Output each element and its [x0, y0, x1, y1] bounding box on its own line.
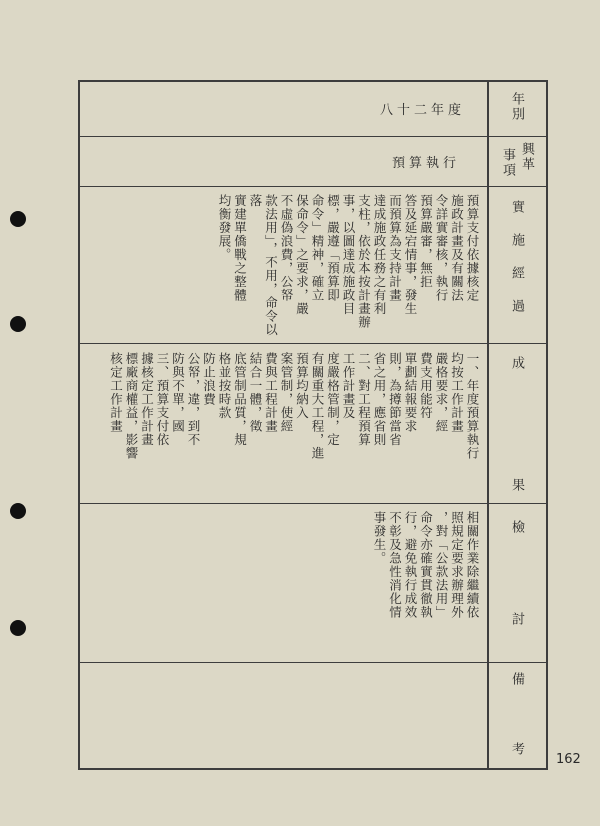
review-text-line: ，對「公款法用」	[434, 511, 449, 619]
review-text-line: 照規定要求辦理外	[449, 511, 465, 619]
process-text-line: 達成施政任務之有利	[372, 194, 387, 316]
results-text-line: 核定工作計畫	[108, 352, 124, 433]
results-text-line: 二、對工程預算	[356, 352, 372, 447]
results-text-line: 均按工作計畫	[449, 352, 465, 433]
binder-hole	[10, 503, 26, 519]
row-divider	[78, 662, 548, 663]
process-text-line: 事，以圖達成施政目	[341, 194, 356, 316]
process-text-line: 命令」精神，確立	[310, 194, 325, 302]
process-text-line: 保命令」之要求，嚴	[294, 194, 310, 316]
results-text-line: 格並按時款	[217, 352, 232, 420]
review-text-line: 命令亦確實貫徹執	[418, 511, 434, 619]
row-divider	[78, 186, 548, 187]
results-text-line: 一、年度預算執行	[465, 352, 480, 460]
page-number: 162	[556, 752, 581, 767]
results-text-line: 預算均納入	[294, 352, 310, 420]
results-text-line: 工作計畫及	[341, 352, 356, 420]
process-text-line: 答及延宕情事，發生	[403, 194, 418, 316]
results-text-line: 度嚴格管制，定	[325, 352, 341, 447]
table-border-left	[78, 80, 80, 770]
process-text-line: 令詳實審核，執行	[434, 194, 449, 302]
results-text-line: 據核定工作計畫	[139, 352, 155, 447]
year-value: 八十二年度	[380, 103, 466, 118]
table-border-right	[546, 80, 548, 770]
review-text-line: 事發生。	[372, 511, 387, 565]
results-text-line: 公帑，違，到不	[186, 352, 201, 447]
results-text-line: 單劃結報要求	[403, 352, 418, 433]
results-text-line: 結合一體，徵	[248, 352, 263, 433]
process-text-line: 均衡發展。	[217, 194, 232, 262]
results-label-a: 成	[509, 356, 524, 371]
notes-label-a: 備	[509, 672, 524, 687]
item-label-a: 興革	[519, 142, 534, 172]
item-value: 預算執行	[392, 156, 461, 171]
review-text-line: 行，避免執行成效	[403, 511, 418, 619]
notes-label-b: 考	[509, 742, 524, 757]
row-divider	[78, 136, 548, 137]
results-label-b: 果	[509, 478, 524, 493]
label-column-divider	[487, 80, 489, 770]
process-text-line: 預算支付依據核定	[465, 194, 480, 302]
process-label: 實施經過	[509, 200, 524, 332]
review-label-a: 檢	[509, 520, 524, 535]
process-text-line: 施政計畫及有關法	[449, 194, 465, 302]
binder-hole	[10, 316, 26, 332]
results-text-line: 三、預算支付依	[155, 352, 170, 447]
process-text-line: 而預算為支持計畫	[387, 194, 403, 302]
results-text-line: 防止浪費	[201, 352, 217, 406]
results-text	[84, 352, 480, 498]
results-text-line: 底管制品質，規	[232, 352, 248, 447]
results-text-line: 案管制，使經	[279, 352, 294, 433]
results-text-line: 省之用，應省則	[372, 352, 387, 447]
process-text-line: 預算嚴審，無拒	[418, 194, 434, 289]
results-text-line: 嚴格要求，經	[434, 352, 449, 433]
year-label: 年別	[509, 92, 524, 122]
process-text	[178, 194, 480, 339]
review-text-line: 相關作業除繼續依	[465, 511, 480, 619]
results-text-line: 費與工程計畫	[263, 352, 279, 433]
process-text-line: 款法用」，不用，命令以落	[248, 194, 279, 337]
table-border-bottom	[78, 768, 548, 770]
results-text-line: 防與不單，國	[170, 352, 186, 433]
review-label-b: 討	[509, 612, 524, 627]
binder-hole	[10, 211, 26, 227]
results-text-line: 有關重大工程，進	[310, 352, 325, 460]
process-text-line: 支柱，依於本按計畫辦	[356, 194, 372, 329]
review-text	[362, 511, 480, 657]
row-divider	[78, 503, 548, 504]
binder-hole	[10, 620, 26, 636]
review-text-line: 不彰及急性消化情	[387, 511, 403, 619]
process-text-line: 實建單僑戰之整體	[232, 194, 248, 302]
row-divider	[78, 343, 548, 344]
results-text-line: 則，為撙節當省	[387, 352, 403, 447]
process-text-line: 不虛偽浪費，公帑	[279, 194, 294, 302]
item-label-b: 事項	[500, 148, 515, 178]
results-text-line: 費支用能符	[418, 352, 434, 420]
table-border-top	[78, 80, 548, 82]
results-text-line: 標廠商權益，影響	[124, 352, 139, 460]
process-text-line: 標，嚴遵「預算即	[325, 194, 341, 302]
